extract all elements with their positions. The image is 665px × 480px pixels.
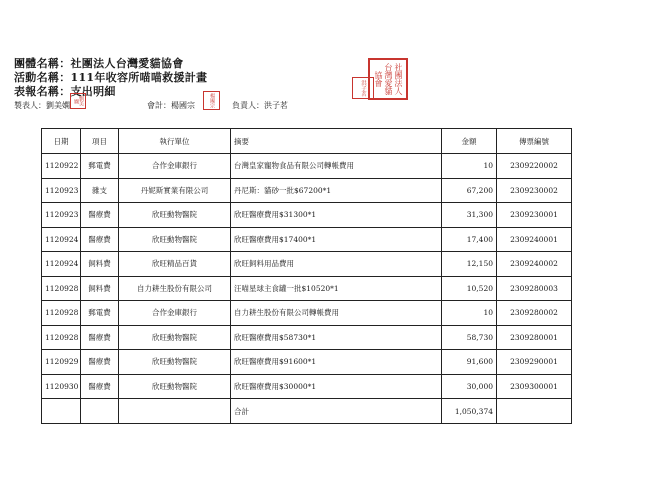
cell-unit: 欣旺動物醫院 [119, 374, 231, 399]
cell-amount: 10,520 [442, 276, 497, 301]
cell-unit: 欣旺動物醫院 [119, 203, 231, 228]
cell-summary: 欣旺飼料用品費用 [231, 252, 442, 277]
org-seal-small-text: 洪子茗 [360, 79, 366, 97]
total-amount: 1,050,374 [442, 399, 497, 424]
cell-unit: 丹妮斯實業有限公司 [119, 178, 231, 203]
cell-voucher: 2309240002 [497, 252, 572, 277]
cell-date: 1120930 [42, 374, 81, 399]
table-row [42, 178, 572, 203]
cell-unit: 自力耕生股份有限公司 [119, 276, 231, 301]
cell-item: 醫療費 [81, 227, 119, 252]
total-blank-unit [119, 399, 231, 424]
cell-amount: 91,600 [442, 350, 497, 375]
cell-voucher: 2309280002 [497, 301, 572, 326]
table-row [42, 203, 572, 228]
cell-summary: 欣旺醫療費用$30000*1 [231, 374, 442, 399]
cell-date: 1120922 [42, 154, 81, 179]
cell-date: 1120924 [42, 227, 81, 252]
cell-amount: 10 [442, 154, 497, 179]
header-voucher: 傳票編號 [497, 129, 572, 154]
table-row [42, 276, 572, 301]
cell-date: 1120928 [42, 276, 81, 301]
table-row [42, 325, 572, 350]
header-amount: 金額 [442, 129, 497, 154]
activity-name-line: 活動名稱：111年收容所喵喵救援計畫 [14, 71, 208, 84]
total-row [42, 399, 572, 424]
manager-signature: 負責人：洪子茗 [232, 101, 288, 110]
cell-item: 郵電費 [81, 154, 119, 179]
cell-unit: 欣旺動物醫院 [119, 350, 231, 375]
org-seal-large [368, 58, 408, 100]
cell-summary: 欣旺醫療費用$58730*1 [231, 325, 442, 350]
table-row [42, 301, 572, 326]
table-row [42, 350, 572, 375]
preparer-seal [70, 93, 86, 109]
accountant-seal-text: 楊國宗 [209, 93, 215, 108]
header-summary: 摘要 [231, 129, 442, 154]
table-row [42, 154, 572, 179]
cell-unit: 合作金庫銀行 [119, 301, 231, 326]
cell-summary: 欣旺醫療費用$91600*1 [231, 350, 442, 375]
cell-date: 1120923 [42, 178, 81, 203]
table-header-row [42, 129, 572, 154]
cell-voucher: 2309230002 [497, 178, 572, 203]
org-seal-large-text: 社團法人台灣愛貓協會 [374, 63, 403, 95]
header-date: 日期 [42, 129, 81, 154]
cell-date: 1120928 [42, 301, 81, 326]
cell-summary: 丹尼斯：貓砂一批$67200*1 [231, 178, 442, 203]
cell-summary: 汪喵星球主食罐一批$10520*1 [231, 276, 442, 301]
cell-voucher: 2309240001 [497, 227, 572, 252]
cell-amount: 31,300 [442, 203, 497, 228]
total-blank-date [42, 399, 81, 424]
cell-item: 雜支 [81, 178, 119, 203]
cell-unit: 欣旺動物醫院 [119, 325, 231, 350]
header-unit: 執行單位 [119, 129, 231, 154]
cell-voucher: 2309220002 [497, 154, 572, 179]
total-blank-item [81, 399, 119, 424]
cell-voucher: 2309280001 [497, 325, 572, 350]
cell-item: 醫療費 [81, 203, 119, 228]
org-name-line: 團體名稱：社團法人台灣愛貓協會 [14, 57, 184, 70]
cell-amount: 10 [442, 301, 497, 326]
cell-voucher: 2309230001 [497, 203, 572, 228]
cell-voucher: 2309290001 [497, 350, 572, 375]
expense-table [41, 128, 572, 424]
report-name-line: 表報名稱：支出明細 [14, 85, 116, 98]
cell-summary: 欣旺醫療費用$17400*1 [231, 227, 442, 252]
cell-summary: 台灣皇家寵物食品有限公司轉帳費用 [231, 154, 442, 179]
table-row [42, 227, 572, 252]
cell-date: 1120928 [42, 325, 81, 350]
cell-item: 郵電費 [81, 301, 119, 326]
cell-voucher: 2309280003 [497, 276, 572, 301]
cell-unit: 欣旺精品百貨 [119, 252, 231, 277]
cell-voucher: 2309300001 [497, 374, 572, 399]
cell-summary: 欣旺醫療費用$31300*1 [231, 203, 442, 228]
cell-amount: 67,200 [442, 178, 497, 203]
accountant-signature: 會計：楊國宗 [147, 101, 195, 110]
cell-date: 1120923 [42, 203, 81, 228]
cell-amount: 58,730 [442, 325, 497, 350]
cell-summary: 自力耕生股份有限公司轉帳費用 [231, 301, 442, 326]
preparer-signature: 製表人：劉美嫻 [14, 101, 70, 110]
table-row [42, 252, 572, 277]
preparer-seal-text: 劉美嫻 [73, 96, 84, 106]
cell-amount: 17,400 [442, 227, 497, 252]
cell-item: 醫療費 [81, 374, 119, 399]
cell-item: 飼料費 [81, 252, 119, 277]
cell-unit: 欣旺動物醫院 [119, 227, 231, 252]
cell-item: 醫療費 [81, 325, 119, 350]
cell-item: 飼料費 [81, 276, 119, 301]
total-blank-voucher [497, 399, 572, 424]
cell-date: 1120924 [42, 252, 81, 277]
cell-unit: 合作金庫銀行 [119, 154, 231, 179]
cell-amount: 30,000 [442, 374, 497, 399]
cell-item: 醫療費 [81, 350, 119, 375]
accountant-seal [203, 91, 220, 110]
cell-amount: 12,150 [442, 252, 497, 277]
table-row [42, 374, 572, 399]
header-item: 項目 [81, 129, 119, 154]
cell-date: 1120929 [42, 350, 81, 375]
total-label: 合計 [231, 399, 442, 424]
